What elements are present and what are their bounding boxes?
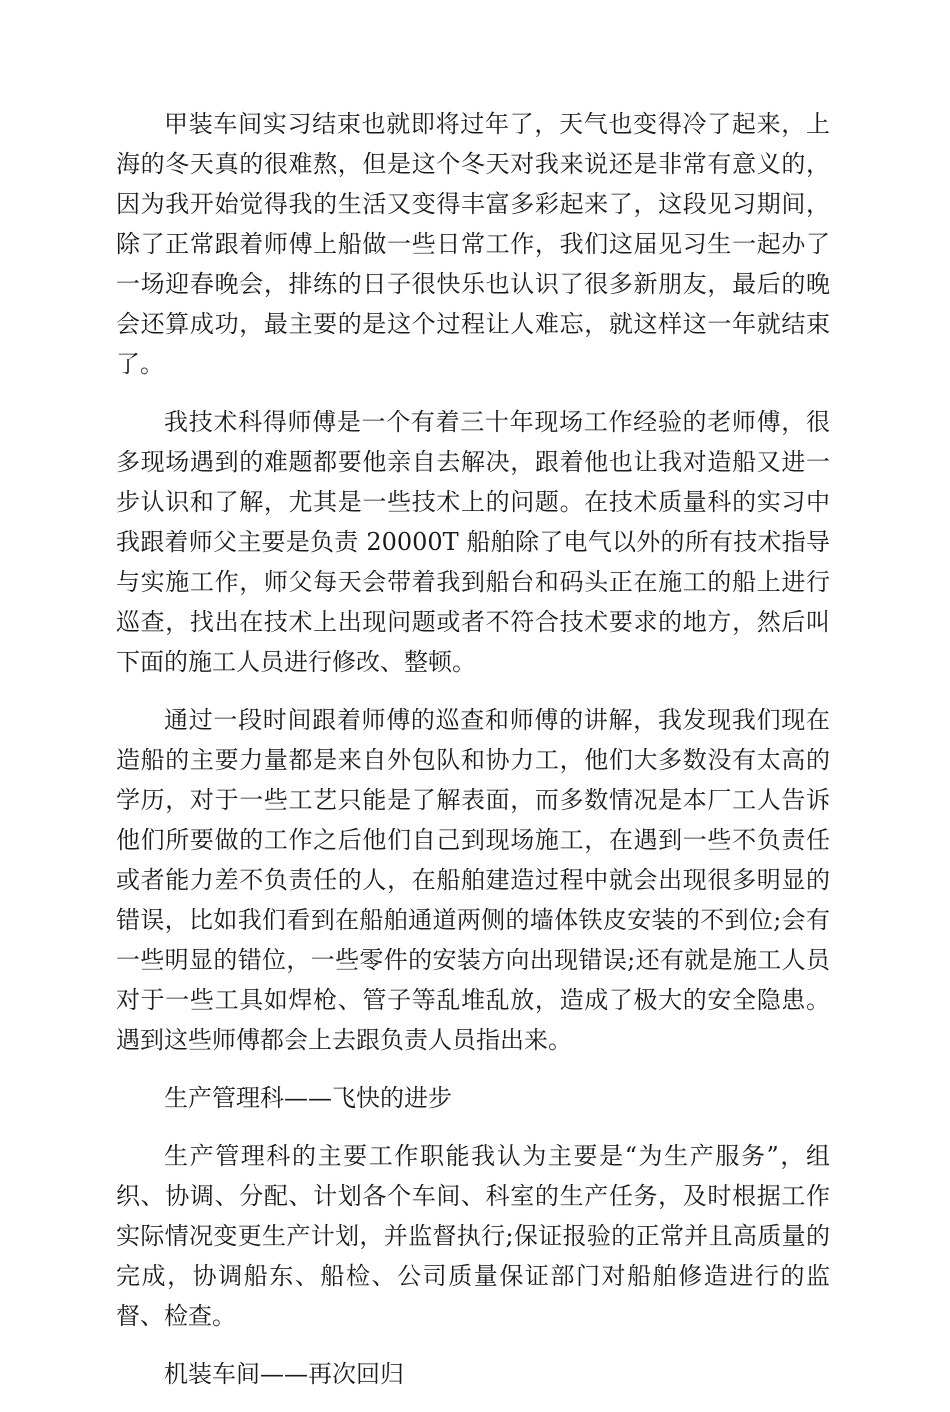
paragraph: 我技术科得师傅是一个有着三十年现场工作经验的老师傅，很多现场遇到的难题都要他亲自去解决，跟着他也让我对造船又进一步认识和了解，尤其是一些技术上的问题。在技术质量科的实习中我跟着师父主要是负责 20000T 船舶除了电气以外的所有技术指导与实施工作，师父每天会带着我到船台和码头正在施工的船上进行巡查，找出在技术上出现问题或者不符合技术要求的地方，然后叫下面的施工人员进行修改、整顿。: [116, 408, 830, 676]
paragraph: 通过一段时间跟着师傅的巡查和师傅的讲解，我发现我们现在造船的主要力量都是来自外包队和协力工，他们大多数没有太高的学历，对于一些工艺只能是了解表面，而多数情况是本厂工人告诉他们所要做的工作之后他们自己到现场施工，在遇到一些不负责任或者能力差不负责任的人，在船舶建造过程中就会出现很多明显的错误，比如我们看到在船舶通道两侧的墙体铁皮安装的不到位;会有一些明显的错位，一些零件的安装方向出现错误;还有就是施工人员对于一些工具如焊枪、管子等乱堆乱放，造成了极大的安全隐患。遇到这些师傅都会上去跟负责人员指出来。: [116, 706, 830, 1054]
paragraph: 生产管理科的主要工作职能我认为主要是“为生产服务”，组织、协调、分配、计划各个车间、科室的生产任务，及时根据工作实际情况变更生产计划，并监督执行;保证报验的正常并且高质量的完成，协调船东、船检、公司质量保证部门对船舶修造进行的监督、检查。: [116, 1142, 830, 1330]
document-body: [116, 104, 830, 1412]
section-heading: 生产管理科——飞快的进步: [164, 1084, 452, 1112]
paragraph: 甲装车间实习结束也就即将过年了，天气也变得冷了起来，上海的冬天真的很难熬，但是这个冬天对我来说还是非常有意义的，因为我开始觉得我的生活又变得丰富多彩起来了，这段见习期间，除了正常跟着师傅上船做一些日常工作，我们这届见习生一起办了一场迎春晚会，排练的日子很快乐也认识了很多新朋友，最后的晚会还算成功，最主要的是这个过程让人难忘，就这样这一年就结束了。: [116, 110, 830, 378]
section-heading: 机装车间——再次回归: [164, 1360, 404, 1388]
